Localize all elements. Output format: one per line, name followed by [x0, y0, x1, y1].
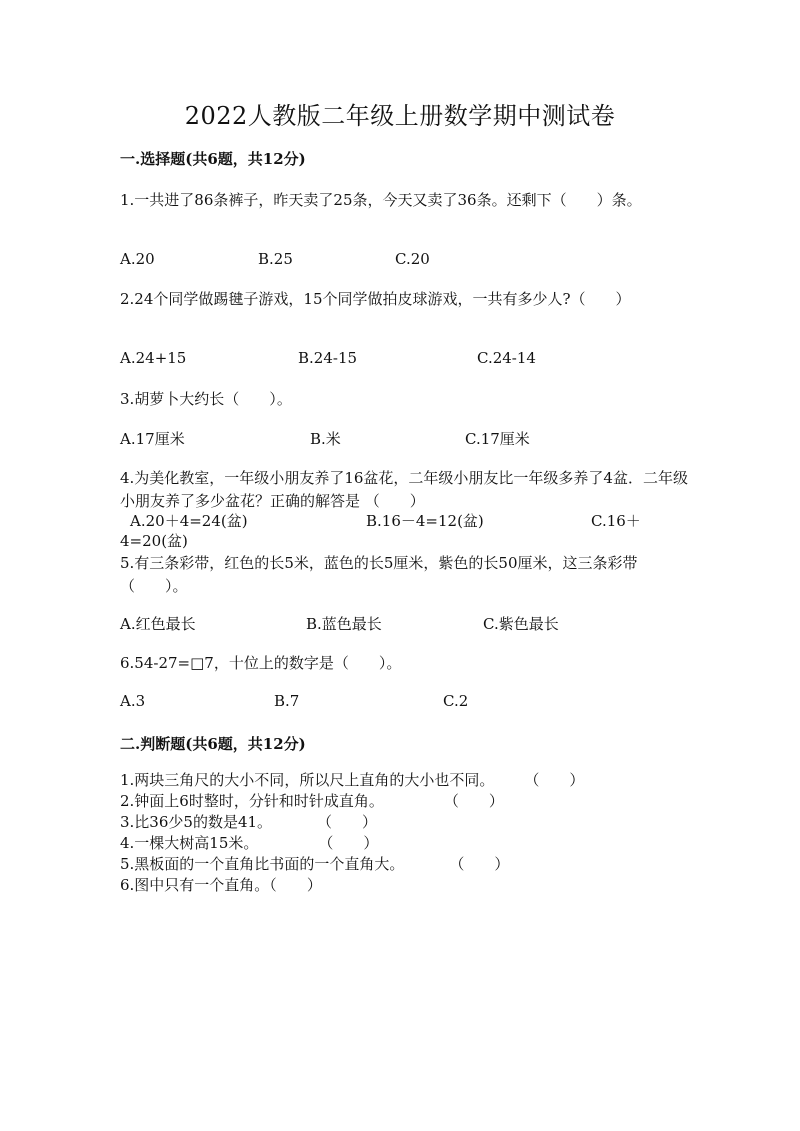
question-3-option-b: B.米: [310, 430, 341, 448]
question-6-option-b: B.7: [274, 692, 300, 710]
question-5-option-c: C.紫色最长: [483, 615, 559, 633]
question-1-stem: 1.一共进了86条裤子，昨天卖了25条，今天又卖了36条。还剩下（ ）条。: [120, 191, 642, 209]
question-4-option-b: B.16－4=12(盆): [366, 512, 484, 530]
question-5-option-b: B.蓝色最长: [306, 615, 382, 633]
section-heading-true-false: 二.判断题(共6题，共12分): [120, 735, 306, 753]
question-6-option-c: C.2: [443, 692, 469, 710]
question-2-stem: 2.24个同学做踢毽子游戏，15个同学做拍皮球游戏，一共有多少人?（ ）: [120, 290, 631, 308]
question-4-option-c-continued: 4=20(盆): [120, 532, 188, 550]
question-4-option-c: C.16＋: [591, 512, 641, 530]
true-false-item-2: 2.钟面上6时整时，分针和时针成直角。 （ ）: [120, 792, 504, 810]
question-5-stem: 5.有三条彩带，红色的长5米，蓝色的长5厘米，紫色的长50厘米，这三条彩带（ ）。: [120, 554, 638, 595]
question-1-option-a: A.20: [120, 250, 155, 268]
question-1-option-c: C.20: [395, 250, 430, 268]
true-false-item-6: 6.图中只有一个直角。（ ）: [120, 876, 322, 894]
question-3-stem: 3.胡萝卜大约长（ ）。: [120, 390, 292, 408]
question-4-option-a: A.20＋4=24(盆): [130, 512, 248, 530]
question-2-option-c: C.24-14: [477, 349, 536, 367]
question-3-option-a: A.17厘米: [120, 430, 185, 448]
question-4-stem: 4.为美化教室，一年级小朋友养了16盆花，二年级小朋友比一年级多养了4盆．二年级小朋友养了多少盆花？正确的解答是 （ ）: [120, 469, 688, 510]
question-5-option-a: A.红色最长: [120, 615, 196, 633]
question-6-option-a: A.3: [120, 692, 146, 710]
question-3-option-c: C.17厘米: [465, 430, 530, 448]
question-2-option-b: B.24-15: [298, 349, 358, 367]
question-1-option-b: B.25: [258, 250, 293, 268]
true-false-item-1: 1.两块三角尺的大小不同，所以尺上直角的大小也不同。 （ ）: [120, 771, 585, 789]
question-6-stem: 6.54-27=□7，十位上的数字是（ ）。: [120, 654, 402, 672]
section-heading-multiple-choice: 一.选择题(共6题，共12分): [120, 150, 306, 168]
true-false-item-4: 4.一棵大树高15米。 （ ）: [120, 834, 379, 852]
true-false-item-5: 5.黑板面的一个直角比书面的一个直角大。 （ ）: [120, 855, 510, 873]
page-title: 2022人教版二年级上册数学期中测试卷: [184, 102, 616, 130]
question-2-option-a: A.24+15: [120, 349, 187, 367]
true-false-item-3: 3.比36少5的数是41。 （ ）: [120, 813, 378, 831]
